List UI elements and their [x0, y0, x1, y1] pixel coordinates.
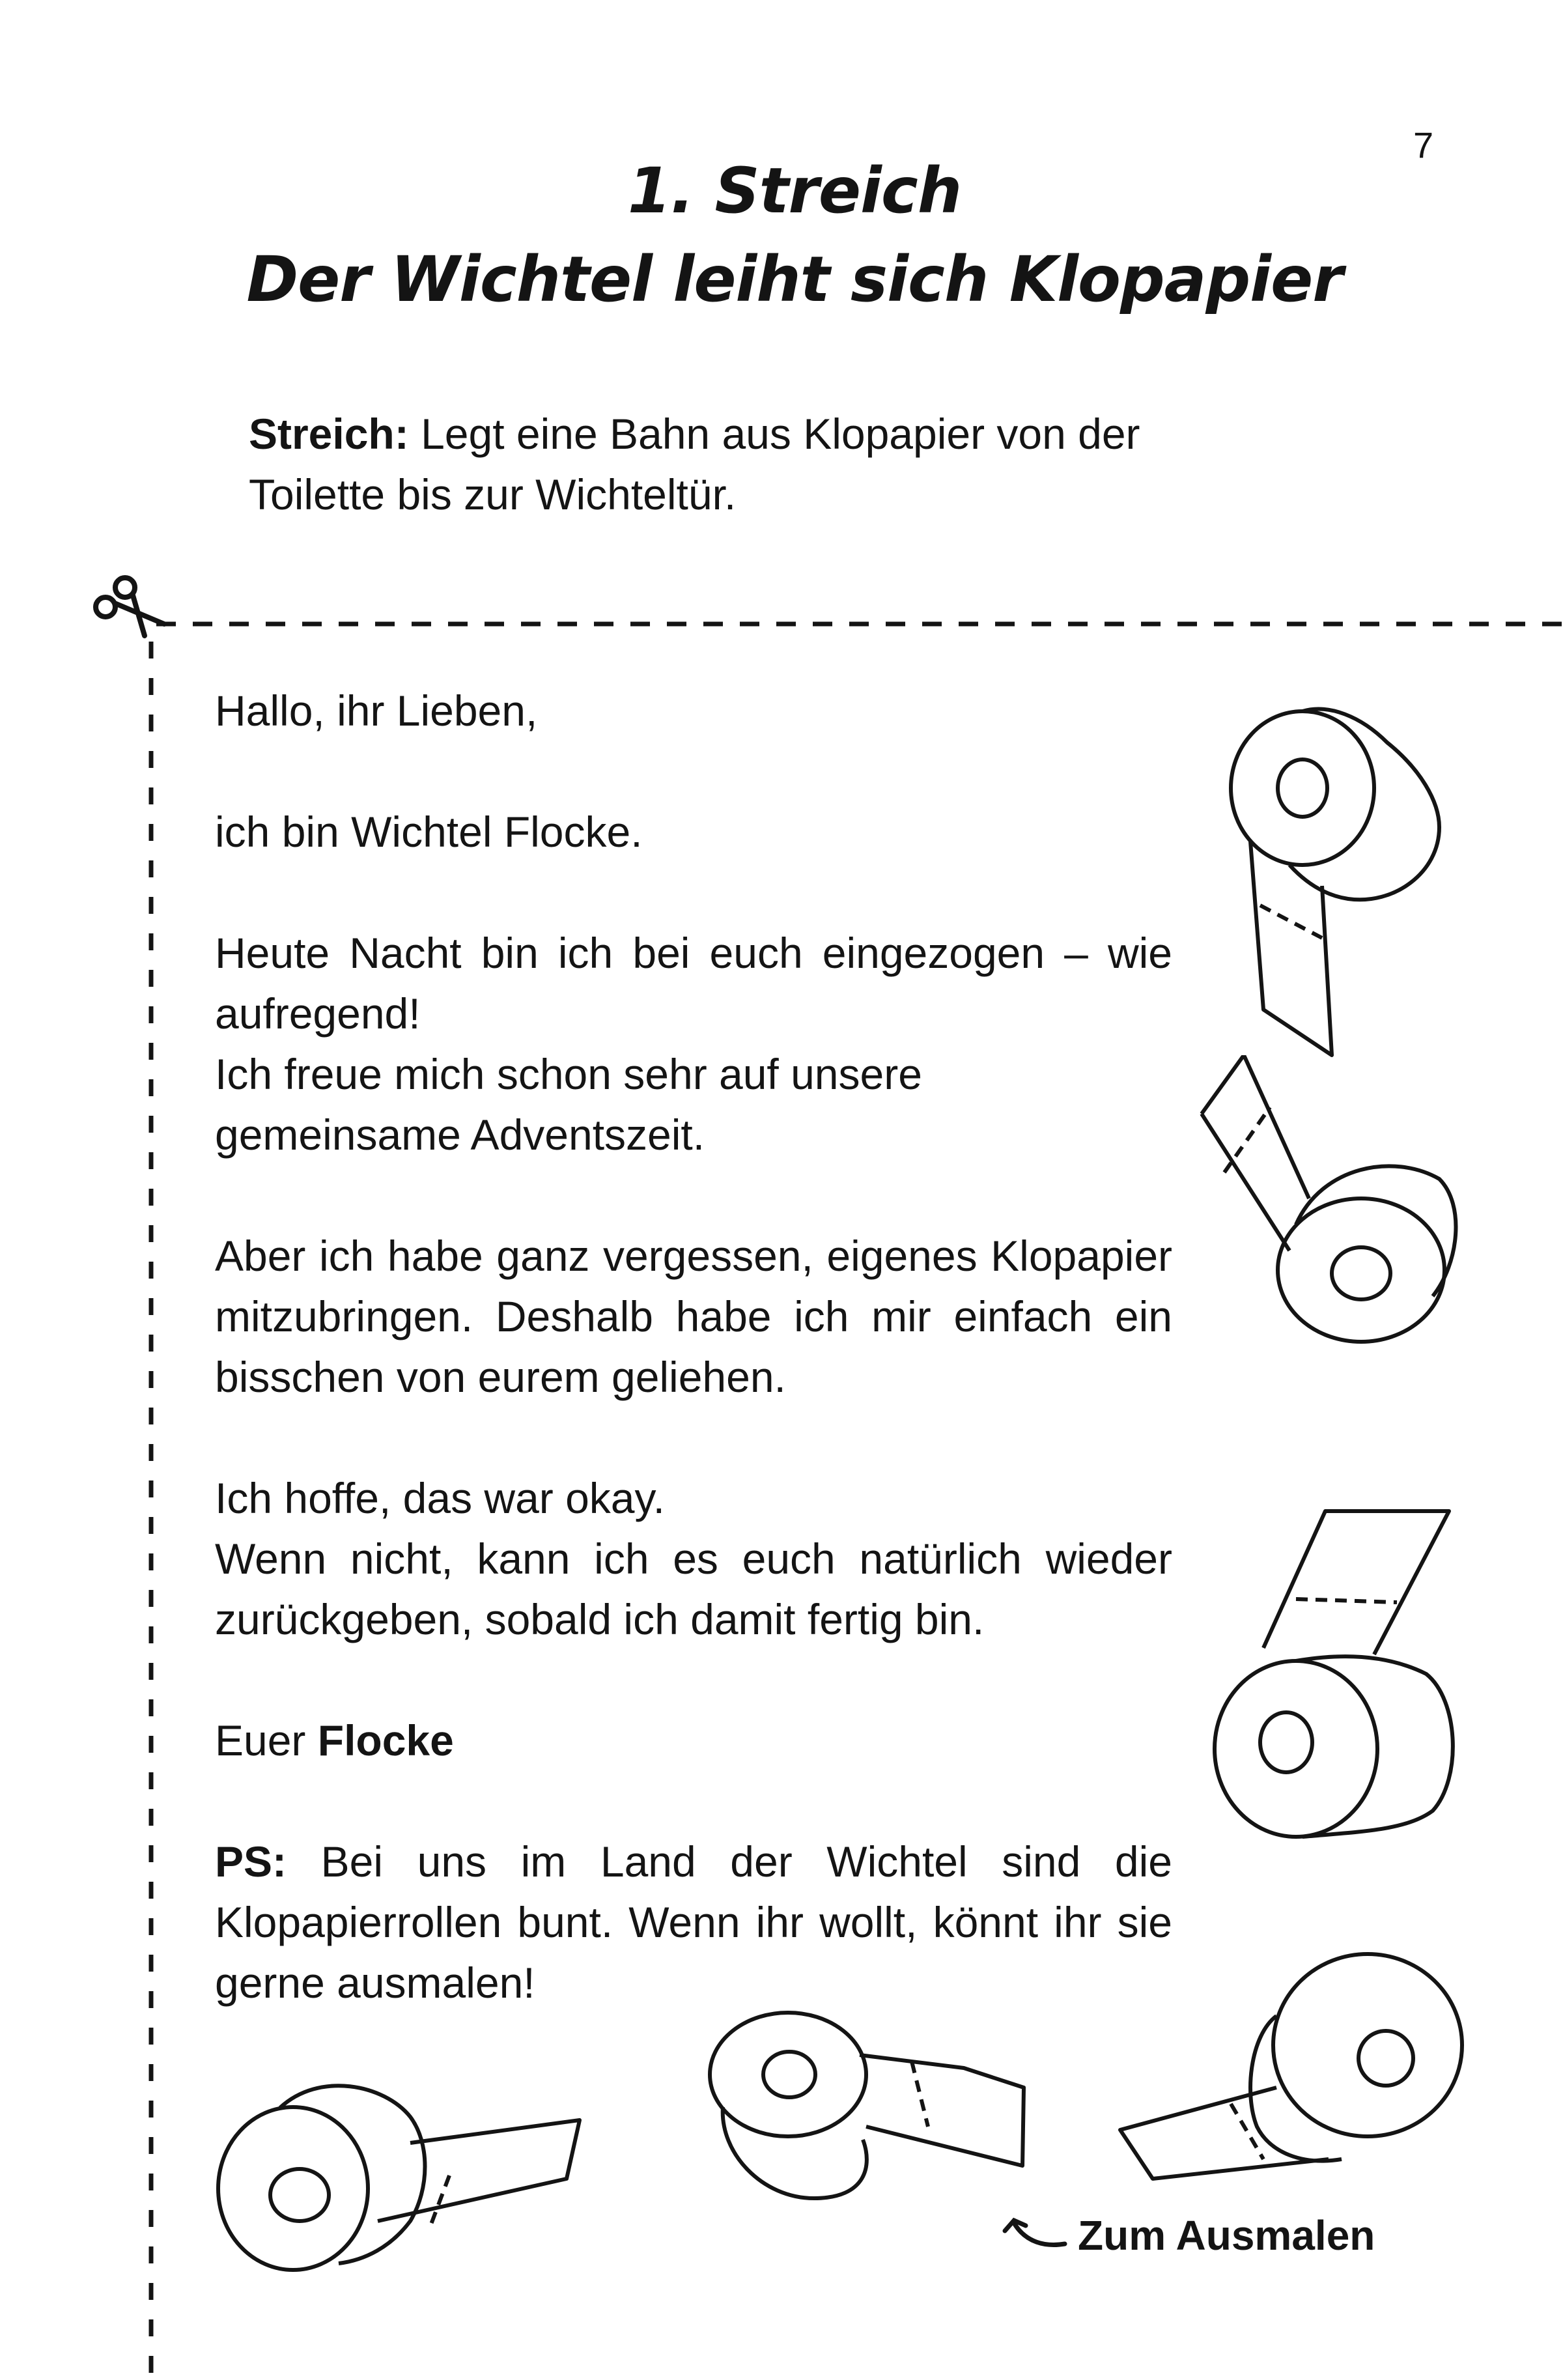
- toilet-paper-roll-icon: [1211, 1505, 1459, 1843]
- letter-paragraph-3a: Ich hoffe, das war okay.: [215, 1474, 665, 1522]
- closing-prefix: Euer: [215, 1716, 318, 1764]
- letter-paragraph-2: Aber ich habe ganz vergessen, eigenes Klopapier mitzubringen. Deshalb habe ich mir einfach ein bisschen von eurem geliehen.: [215, 1232, 1172, 1401]
- curved-arrow-icon: [1000, 2211, 1071, 2257]
- letter-ps: [215, 1832, 1172, 2013]
- letter-paragraph-1a: Heute Nacht bin ich bei euch eingezogen – wie aufregend!: [215, 929, 1172, 1038]
- letter-paragraph-3b: Wenn nicht, kann ich es euch natürlich wieder zurückgeben, sobald ich damit fertig bin.: [215, 1535, 1172, 1643]
- title-line-2: Der Wichtel leiht sich Klopapier: [246, 243, 1343, 316]
- letter-paragraph-1b: Ich freue mich schon sehr auf unsere gemeinsame Adventszeit.: [215, 1050, 922, 1159]
- toilet-paper-roll-icon: [1198, 1055, 1465, 1348]
- letter-closing: [215, 1710, 1172, 1771]
- instruction-text: Legt eine Bahn aus Klopapier von der Toilette bis zur Wichteltür.: [249, 410, 1140, 518]
- page-title: [130, 147, 1459, 324]
- prank-instruction: [249, 404, 1213, 525]
- scissors-icon: [96, 578, 164, 636]
- wichtel-letter: [215, 681, 1172, 2013]
- letter-intro: ich bin Wichtel Flocke.: [215, 808, 643, 856]
- color-in-hint: Zum Ausmalen: [1078, 2212, 1375, 2259]
- toilet-paper-roll-icon: [1224, 690, 1459, 1062]
- toilet-paper-roll-icon: [703, 2009, 1029, 2205]
- title-line-1: 1. Streich: [627, 154, 962, 227]
- signature: Flocke: [317, 1716, 454, 1764]
- letter-greeting: Hallo, ihr Lieben,: [215, 687, 538, 735]
- toilet-paper-roll-icon: [215, 2058, 586, 2280]
- ps-label: PS:: [215, 1837, 287, 1886]
- ps-text: Bei uns im Land der Wichtel sind die Klopapierrollen bunt. Wenn ihr wollt, könnt ihr sie gerne ausmalen!: [215, 1837, 1172, 2007]
- page-number: 7: [1413, 124, 1434, 165]
- toilet-paper-roll-icon: [1107, 1944, 1465, 2192]
- instruction-label: Streich:: [249, 410, 409, 458]
